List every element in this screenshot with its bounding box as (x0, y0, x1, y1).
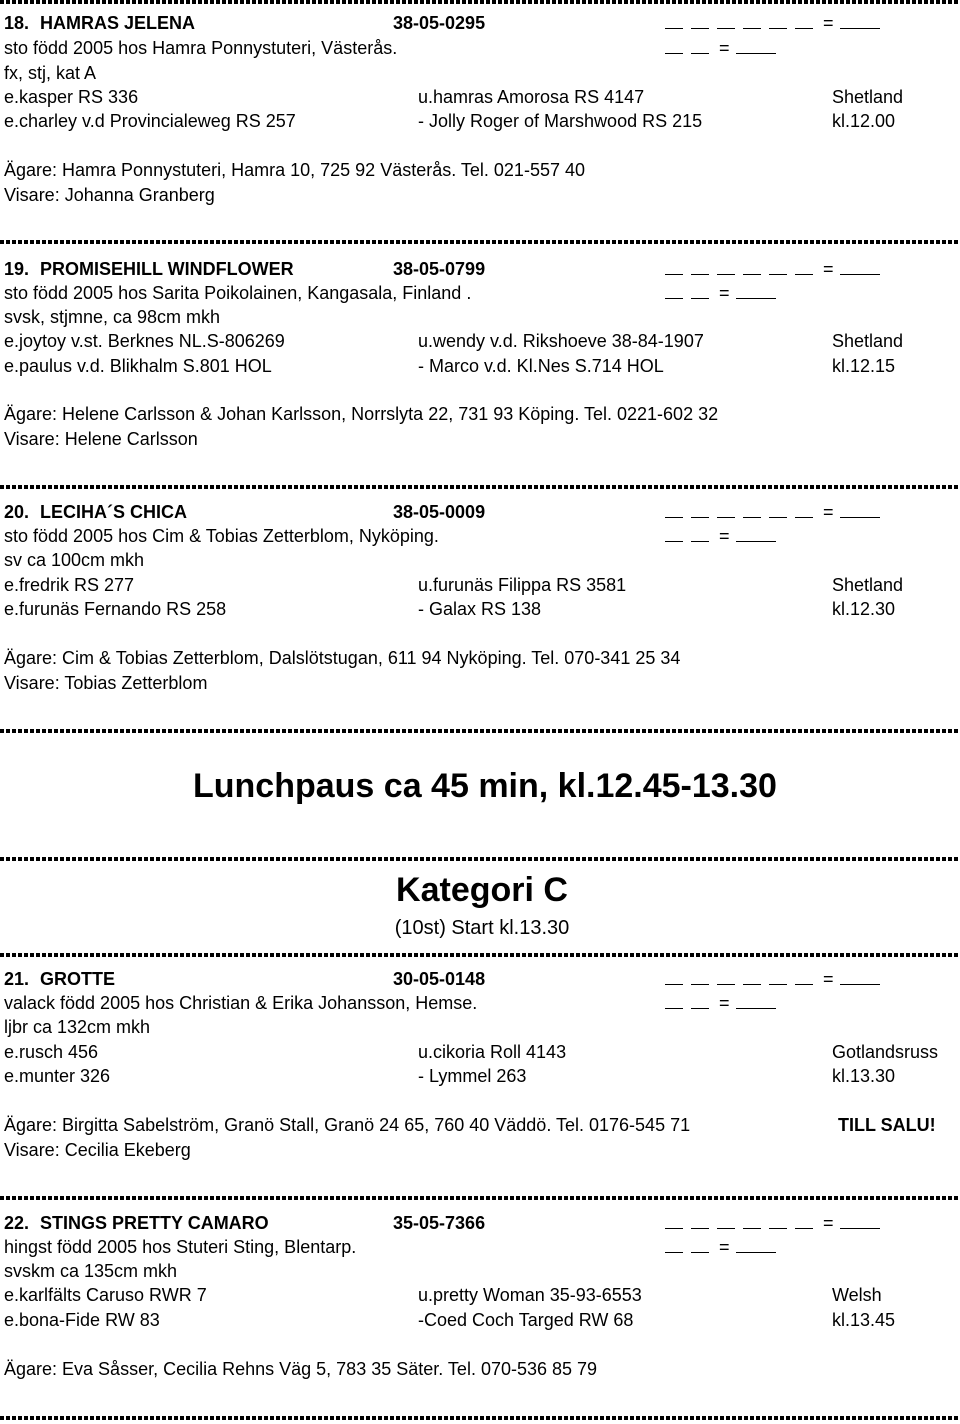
dam-sire: - Galax RS 138 (418, 599, 542, 619)
score-blanks-small: = (665, 525, 776, 547)
horse-description: fx, stj, kat A (4, 63, 97, 83)
lunch-break-heading: Lunchpaus ca 45 min, kl.12.45-13.30 (193, 767, 777, 805)
breed: Shetland (832, 575, 904, 595)
horse-name: GROTTE (40, 969, 115, 989)
for-sale-badge: TILL SALU! (838, 1115, 936, 1135)
birth-info: sto född 2005 hos Hamra Ponnystuteri, Västerås. (4, 38, 398, 58)
registration-number: 38-05-0295 (393, 13, 486, 33)
horse-description: svsk, stjmne, ca 98cm mkh (4, 307, 221, 327)
registration-number: 30-05-0148 (393, 969, 486, 989)
separator (0, 485, 960, 489)
separator (0, 857, 960, 861)
dam-sire: - Lymmel 263 (418, 1066, 527, 1086)
presenter: Visare: Tobias Zetterblom (4, 673, 208, 693)
breed: Gotlandsruss (832, 1042, 939, 1062)
separator (0, 729, 960, 733)
score-blanks-small: = (665, 1236, 776, 1258)
grandsire: e.charley v.d Provincialeweg RS 257 (4, 111, 296, 131)
score-blanks: = (665, 501, 880, 523)
horse-name: LECIHA´S CHICA (40, 502, 187, 522)
show-time: kl.12.15 (832, 356, 896, 376)
breed: Shetland (832, 87, 904, 107)
registration-number: 38-05-0009 (393, 502, 486, 522)
separator (0, 1416, 960, 1420)
category-subtitle: (10st) Start kl.13.30 (394, 917, 570, 939)
birth-info: hingst född 2005 hos Stuteri Sting, Blentarp. (4, 1237, 357, 1257)
horse-number: 18. (4, 13, 30, 33)
breed: Shetland (832, 331, 904, 351)
registration-number: 38-05-0799 (393, 259, 486, 279)
grandsire: e.furunäs Fernando RS 258 (4, 599, 227, 619)
dam-sire: - Jolly Roger of Marshwood RS 215 (418, 111, 703, 131)
owner: Ägare: Birgitta Sabelström, Granö Stall, Granö 24 65, 760 40 Väddö. Tel. 0176-545 71 (4, 1115, 691, 1135)
dam: u.pretty Woman 35-93-6553 (418, 1285, 642, 1305)
show-time: kl.13.30 (832, 1066, 896, 1086)
birth-info: valack född 2005 hos Christian & Erika Johansson, Hemse. (4, 993, 478, 1013)
dam: u.hamras Amorosa RS 4147 (418, 87, 645, 107)
presenter: Visare: Cecilia Ekeberg (4, 1140, 191, 1160)
presenter: Visare: Johanna Granberg (4, 185, 215, 205)
separator (0, 0, 960, 4)
dam: u.wendy v.d. Rikshoeve 38-84-1907 (418, 331, 704, 351)
score-equals: = (823, 13, 834, 33)
sire: e.joytoy v.st. Berknes NL.S-806269 (4, 331, 285, 351)
sire: e.rusch 456 (4, 1042, 99, 1062)
category-title: Kategori C (396, 871, 568, 909)
dam: u.cikoria Roll 4143 (418, 1042, 567, 1062)
dam: u.furunäs Filippa RS 3581 (418, 575, 627, 595)
owner: Ägare: Eva Såsser, Cecilia Rehns Väg 5, 783 35 Säter. Tel. 070-536 85 79 (4, 1359, 598, 1379)
score-blanks (665, 12, 880, 34)
grandsire: e.bona-Fide RW 83 (4, 1310, 160, 1330)
score-blanks-small: = (665, 37, 776, 59)
sire: e.fredrik RS 277 (4, 575, 135, 595)
horse-name: HAMRAS JELENA (40, 13, 196, 33)
horse-description: sv ca 100cm mkh (4, 550, 145, 570)
presenter: Visare: Helene Carlsson (4, 429, 198, 449)
dam-sire: - Marco v.d. Kl.Nes S.714 HOL (418, 356, 664, 376)
dam-sire: -Coed Coch Targed RW 68 (418, 1310, 634, 1330)
separator (0, 1196, 960, 1200)
show-time: kl.12.30 (832, 599, 896, 619)
grandsire: e.munter 326 (4, 1066, 111, 1086)
grandsire: e.paulus v.d. Blikhalm S.801 HOL (4, 356, 272, 376)
score-blanks: = (665, 258, 880, 280)
score-blanks-small: = (665, 282, 776, 304)
horse-description: svskm ca 135cm mkh (4, 1261, 178, 1281)
birth-info: sto född 2005 hos Cim & Tobias Zetterblom, Nyköping. (4, 526, 439, 546)
score-blanks: = (665, 1212, 880, 1234)
separator (0, 240, 960, 244)
horse-name: STINGS PRETTY CAMARO (40, 1213, 269, 1233)
sire: e.kasper RS 336 (4, 87, 139, 107)
owner: Ägare: Cim & Tobias Zetterblom, Dalslötstugan, 611 94 Nyköping. Tel. 070-341 25 34 (4, 648, 681, 668)
sire: e.karlfälts Caruso RWR 7 (4, 1285, 207, 1305)
horse-number: 19. (4, 259, 30, 279)
separator (0, 953, 960, 957)
horse-number: 20. (4, 502, 30, 522)
horse-number: 21. (4, 969, 30, 989)
horse-name: PROMISEHILL WINDFLOWER (40, 259, 294, 279)
show-time: kl.12.00 (832, 111, 896, 131)
owner: Ägare: Helene Carlsson & Johan Karlsson, Norrslyta 22, 731 93 Köping. Tel. 0221-602 32 (4, 404, 719, 424)
horse-number: 22. (4, 1213, 30, 1233)
breed: Welsh (832, 1285, 882, 1305)
show-time: kl.13.45 (832, 1310, 896, 1330)
score-blanks: = (665, 968, 880, 990)
score-blanks-small: = (665, 992, 776, 1014)
horse-description: ljbr ca 132cm mkh (4, 1017, 151, 1037)
owner: Ägare: Hamra Ponnystuteri, Hamra 10, 725 92 Västerås. Tel. 021-557 40 (4, 160, 585, 180)
birth-info: sto född 2005 hos Sarita Poikolainen, Kangasala, Finland . (4, 283, 472, 303)
registration-number: 35-05-7366 (393, 1213, 486, 1233)
